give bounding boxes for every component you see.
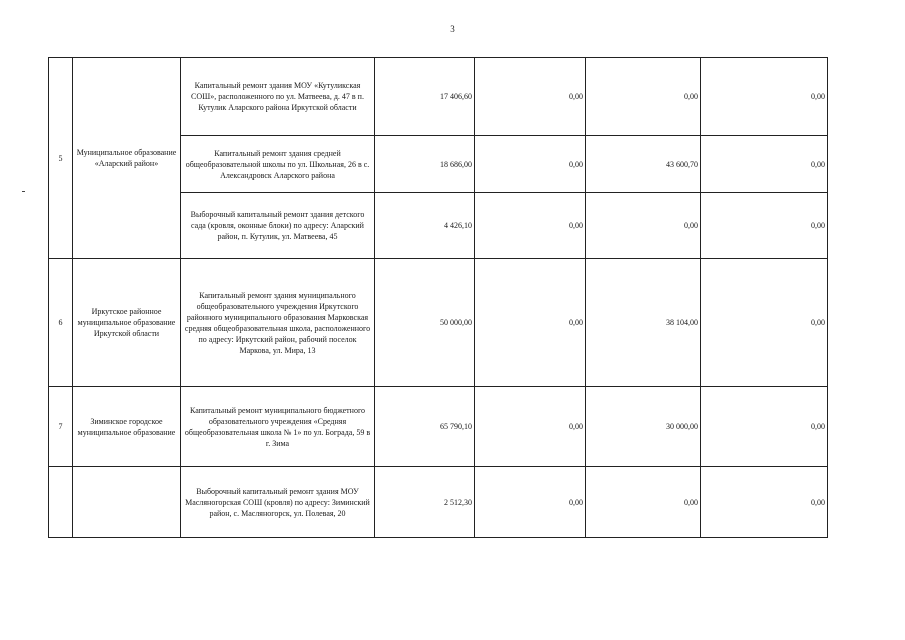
- amount-cell: 0,00: [475, 193, 586, 259]
- municipality-empty: [73, 467, 181, 538]
- amount-cell: 2 512,30: [375, 467, 475, 538]
- funding-table: [48, 57, 828, 538]
- row-number: 6: [49, 259, 73, 387]
- object-description: Капитальный ремонт здания средней общеобразовательной школы по ул. Школьная, 26 в с. Александровск Аларского района: [181, 136, 375, 193]
- page-number: 3: [450, 24, 455, 34]
- amount-cell: 0,00: [701, 387, 828, 467]
- amount-cell: 0,00: [701, 58, 828, 136]
- municipality-name: Зиминское городское муниципальное образование: [73, 387, 181, 467]
- row-number-empty: [49, 467, 73, 538]
- amount-cell: 0,00: [701, 467, 828, 538]
- object-description: Капитальный ремонт здания муниципального общеобразовательного учреждения Иркутского районного муниципального образования Марковская средняя общеобразовательная школа, расположенного по адресу: Иркутский район, рабочий поселок Маркова, ул. Мира, 13: [181, 259, 375, 387]
- margin-mark: [22, 191, 25, 192]
- amount-cell: 0,00: [475, 387, 586, 467]
- amount-cell: 4 426,10: [375, 193, 475, 259]
- object-description: Капитальный ремонт здания МОУ «Кутуликская СОШ», расположенного по ул. Матвеева, д. 47 в п. Кутулик Аларского района Иркутской области: [181, 58, 375, 136]
- amount-cell: 0,00: [701, 193, 828, 259]
- object-description: Выборочный капитальный ремонт здания МОУ Масляногорская СОШ (кровля) по адресу: Зиминский район, с. Масляногорск, ул. Полевая, 20: [181, 467, 375, 538]
- object-description: Выборочный капитальный ремонт здания детского сада (кровля, оконные блоки) по адресу: Аларский район, п. Кутулик, ул. Матвеева, 45: [181, 193, 375, 259]
- amount-cell: 18 686,00: [375, 136, 475, 193]
- municipality-name: Иркутское районное муниципальное образование Иркутской области: [73, 259, 181, 387]
- amount-cell: 43 600,70: [586, 136, 701, 193]
- object-description: Капитальный ремонт муниципального бюджетного образовательного учреждения «Средняя общеобразовательная школа № 1» по ул. Бограда, 59 в г. Зима: [181, 387, 375, 467]
- municipality-name: Муниципальное образование «Аларский район»: [73, 58, 181, 259]
- amount-cell: 30 000,00: [586, 387, 701, 467]
- amount-cell: 17 406,60: [375, 58, 475, 136]
- amount-cell: 65 790,10: [375, 387, 475, 467]
- table-row: [49, 259, 828, 387]
- amount-cell: 0,00: [475, 136, 586, 193]
- amount-cell: 0,00: [475, 259, 586, 387]
- table-row: [49, 58, 828, 136]
- amount-cell: 0,00: [586, 58, 701, 136]
- amount-cell: 38 104,00: [586, 259, 701, 387]
- row-number: 7: [49, 387, 73, 467]
- amount-cell: 0,00: [475, 58, 586, 136]
- amount-cell: 0,00: [586, 193, 701, 259]
- table-row: [49, 467, 828, 538]
- amount-cell: 0,00: [701, 259, 828, 387]
- amount-cell: 0,00: [701, 136, 828, 193]
- amount-cell: 0,00: [586, 467, 701, 538]
- amount-cell: 0,00: [475, 467, 586, 538]
- amount-cell: 50 000,00: [375, 259, 475, 387]
- table-row: [49, 387, 828, 467]
- row-number: 5: [49, 58, 73, 259]
